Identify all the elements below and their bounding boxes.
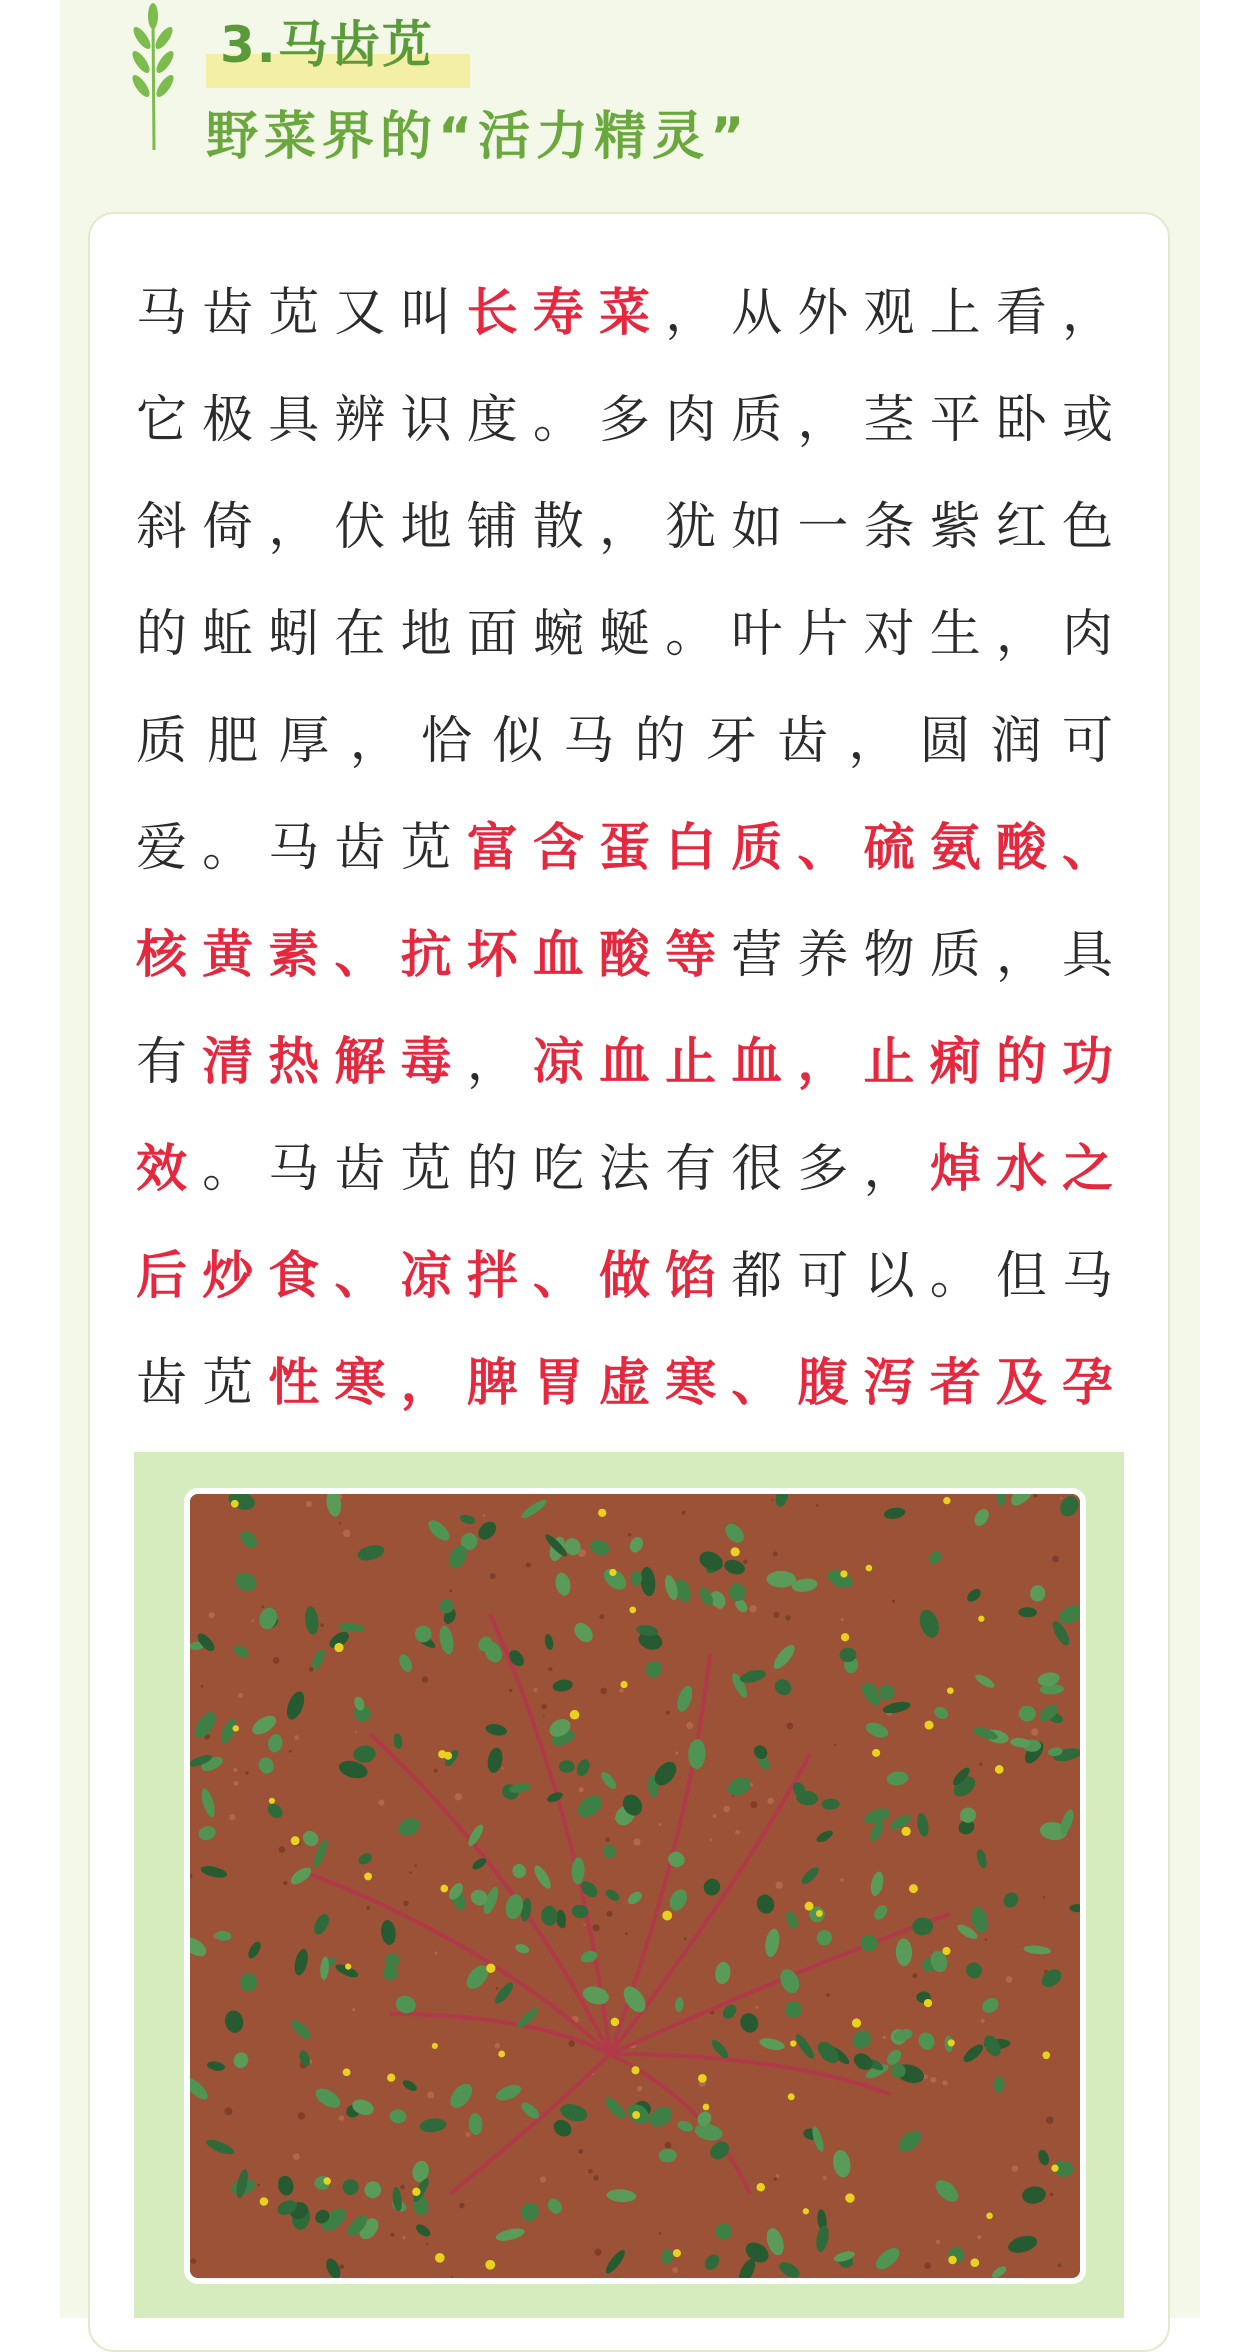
text-segment: 。马齿苋的吃法有很多，	[202, 1140, 930, 1199]
text-segment: 马齿苋又叫	[136, 284, 467, 343]
highlighted-phrase: 性寒，脾胃虚寒、腹泻者及孕	[268, 1354, 1126, 1413]
highlighted-phrase: 长寿菜	[466, 284, 666, 343]
highlighted-phrase: 焯水之后炒食、凉拌、做馅	[136, 1140, 1126, 1306]
highlighted-phrase: 富含蛋白质、硫氨酸、核黄素、抗坏血酸等	[136, 819, 1126, 985]
highlighted-phrase: 清热解毒	[202, 1033, 467, 1092]
highlighted-phrase: 凉血止血，止痢的功效	[136, 1033, 1126, 1199]
text-segment: ，	[466, 1033, 533, 1092]
text-segment: 营养物质，具有	[136, 926, 1126, 1092]
text-segment: ，从外观上看，它极具辨识度。多肉质，茎平卧或斜倚，伏地铺散，犹如一条紫红色的蚯蚓在地面蜿蜒。叶片对生，肉质肥厚，恰似马的牙齿，圆润可爱。马齿苋	[136, 284, 1126, 878]
article-paragraph	[136, 260, 1126, 1544]
section-subtitle: 野菜界的“活力精灵”	[206, 107, 751, 167]
wheat-sprout-icon	[126, 2, 180, 152]
section-number-title: 3.马齿苋	[220, 16, 434, 74]
text-segment: 都可以。但马齿苋	[136, 1247, 1126, 1413]
purslane-plant-photo	[184, 1488, 1086, 2284]
